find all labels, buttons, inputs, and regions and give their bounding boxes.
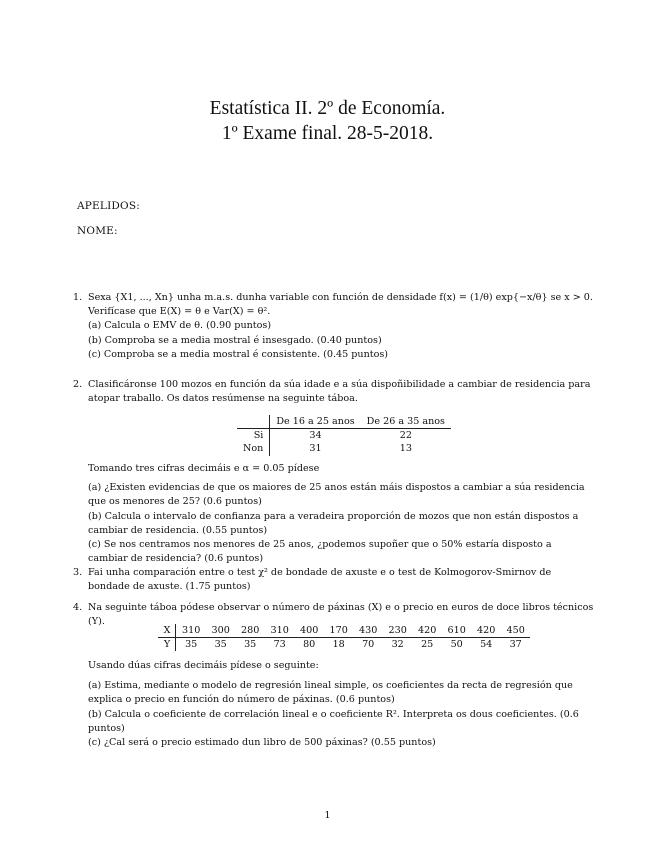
question-part: (b) Calcula o intervalo de confianza para a veradeira proporción de mozos que non están dispostos a cambiar de residencia. (0.55 puntos): [88, 510, 579, 536]
column-header: De 16 a 25 anos: [270, 415, 361, 429]
question-note: Usando dúas cifras decimáis pídese o seguinte:: [88, 660, 319, 671]
table-cell: 430: [353, 624, 383, 638]
table-cell: 18: [332, 639, 345, 650]
question-part: (c) Se nos centramos nos menores de 25 anos, ¿podemos supoñer que o 50% estaría disposto a cambiar de residencia? (0.6 puntos): [88, 539, 552, 565]
table-cell: 54: [480, 639, 493, 650]
question-3: [74, 566, 594, 594]
question-2: [74, 378, 594, 406]
exam-subtitle: 1º Exame final. 28-5-2018.: [221, 123, 434, 144]
table-cell: 170: [324, 624, 354, 638]
question-note: Tomando tres cifras decimáis e α = 0.05 pídese: [88, 463, 320, 474]
table-cell: 25: [421, 639, 434, 650]
question-number: 3.: [73, 567, 83, 578]
table-cell: 31: [309, 443, 322, 455]
table-cell: 300: [206, 624, 236, 638]
table-cell: 610: [442, 624, 472, 638]
question-intro: Fai unha comparación entre o test χ² de bondade de axuste e o test de Kolmogorov-Smirnov de bondade de axuste. (1.75 puntos): [88, 567, 552, 593]
table-cell: 35: [185, 639, 198, 650]
books-table: [158, 624, 530, 651]
question-intro: Clasificáronse 100 mozos en función da súa idade e a súa dispoñibilidade a cambiar de residencia para atopar traballo. Os datos resúmense na seguinte táboa.: [88, 379, 591, 405]
question-number: 1.: [73, 292, 83, 303]
table-cell: 50: [450, 639, 463, 650]
page-number: 1: [324, 810, 331, 821]
question-1: [74, 291, 594, 362]
table-cell: 32: [391, 639, 404, 650]
table-cell: 420: [471, 624, 501, 638]
question-part: (a) ¿Existen evidencias de que os maiores de 25 anos están máis dispostos a cambiar a súa residencia que os menores de 25? (0.6 puntos): [88, 482, 585, 508]
table-cell: 310: [176, 624, 206, 638]
question-part: (b) Calcula o coeficiente de correlación lineal e o coeficiente R². Interpreta os dous coeficientes. (0.6 puntos): [88, 708, 579, 734]
table-cell: 35: [214, 639, 227, 650]
table-cell: 34: [309, 430, 322, 442]
table-cell: 450: [501, 624, 531, 638]
question-intro-2: Verifícase que E(X) = θ e Var(X) = θ².: [88, 306, 271, 318]
question-part: (a) Calcula o EMV de θ. (0.90 puntos): [88, 320, 272, 332]
table-cell: 420: [412, 624, 442, 638]
row-label: Y: [158, 638, 176, 652]
question-intro: Na seguinte táboa pódese observar o número de páxinas (X) e o precio en euros de doce libros técnicos (Y).: [88, 602, 594, 628]
table-cell: 400: [294, 624, 324, 638]
question-number: 2.: [73, 379, 83, 390]
name-field: NOME:: [77, 225, 118, 237]
question-part: (c) ¿Cal será o precio estimado dun libro de 500 páxinas? (0.55 puntos): [88, 737, 436, 749]
question-part: (c) Comproba se a media mostral é consistente. (0.45 puntos): [88, 348, 389, 360]
row-label: Si: [237, 429, 270, 443]
row-label: Non: [237, 442, 270, 455]
row-label: X: [158, 624, 176, 638]
question-number: 4.: [73, 602, 83, 613]
table-cell: 80: [303, 639, 316, 650]
table-cell: 70: [362, 639, 375, 650]
table-cell: 13: [399, 443, 412, 455]
table-cell: 35: [244, 639, 257, 650]
exam-title: Estatística II. 2º de Economía.: [209, 98, 446, 119]
question-part: (b) Comproba se a media mostral é insesgado. (0.40 puntos): [88, 334, 382, 346]
column-header: De 26 a 35 anos: [361, 415, 451, 429]
question-2-parts: [74, 462, 594, 566]
contingency-table: [237, 415, 451, 456]
surnames-field: APELIDOS:: [77, 200, 140, 212]
table-cell: 280: [235, 624, 265, 638]
question-4-parts: [74, 659, 594, 750]
table-corner: [237, 415, 270, 429]
table-cell: 37: [509, 639, 522, 650]
table-cell: 73: [273, 639, 286, 650]
table-cell: 22: [399, 430, 412, 442]
table-cell: 230: [383, 624, 413, 638]
question-part: (a) Estima, mediante o modelo de regresión lineal simple, os coeficientes da recta de regresión que explica o precio en función do número de páxinas. (0.6 puntos): [88, 680, 573, 706]
question-intro: Sexa {X1, ..., Xn} unha m.a.s. dunha variable con función de densidade f(x) = (1/θ) exp{−x/θ} se x > 0.: [88, 292, 593, 303]
table-cell: 310: [265, 624, 295, 638]
